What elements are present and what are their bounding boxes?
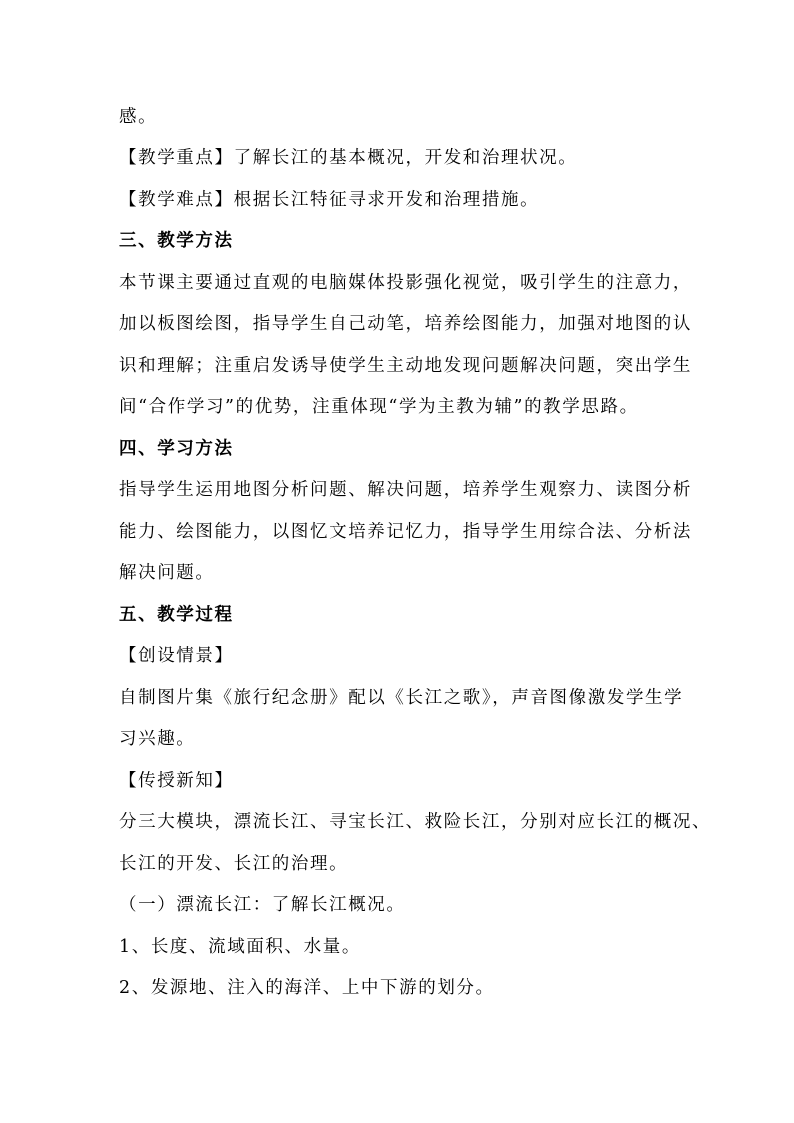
subsection-create-scenario: 【创设情景】	[119, 646, 234, 666]
paragraph-line: 加以板图绘图，指导学生自己动笔，培养绘图能力，加强对地图的认	[119, 314, 692, 334]
section-heading-learning-method: 四、学习方法	[119, 439, 234, 459]
subsection-new-knowledge: 【传授新知】	[119, 771, 234, 791]
teaching-focus: 【教学重点】了解长江的基本概况，开发和治理状况。	[119, 148, 578, 168]
paragraph-line: 识和理解；注重启发诱导使学生主动地发现问题解决问题，突出学生	[119, 356, 692, 376]
paragraph-line: 解决问题。	[119, 563, 215, 583]
paragraph-line: 分三大模块，漂流长江、寻宝长江、救险长江，分别对应长江的概况、	[119, 812, 712, 832]
paragraph-line: 本节课主要通过直观的电脑媒体投影强化视觉，吸引学生的注意力，	[119, 273, 692, 293]
list-item: 1、长度、流域面积、水量。	[119, 937, 361, 957]
paragraph-line: 自制图片集《旅行纪念册》配以《长江之歌》，声音图像激发学生学	[119, 688, 684, 708]
paragraph-line: 指导学生运用地图分析问题、解决问题，培养学生观察力、读图分析	[119, 480, 692, 500]
paragraph-line: 长江的开发、长江的治理。	[119, 854, 349, 874]
list-item: 2、发源地、注入的海洋、上中下游的划分。	[119, 978, 495, 998]
paragraph-line: 能力、绘图能力，以图忆文培养记忆力，指导学生用综合法、分析法	[119, 522, 692, 542]
paragraph-line: 习兴趣。	[119, 729, 196, 749]
text-line-continuation: 感。	[119, 107, 158, 127]
section-heading-teaching-process: 五、教学过程	[119, 605, 234, 625]
subsection-drifting-yangtze: （一）漂流长江：了解长江概况。	[119, 895, 406, 915]
paragraph-line: 间“合作学习”的优势，注重体现“学为主教为辅”的教学思路。	[119, 397, 639, 417]
teaching-difficulty: 【教学难点】根据长江特征寻求开发和治理措施。	[119, 190, 540, 210]
section-heading-teaching-method: 三、教学方法	[119, 231, 234, 251]
